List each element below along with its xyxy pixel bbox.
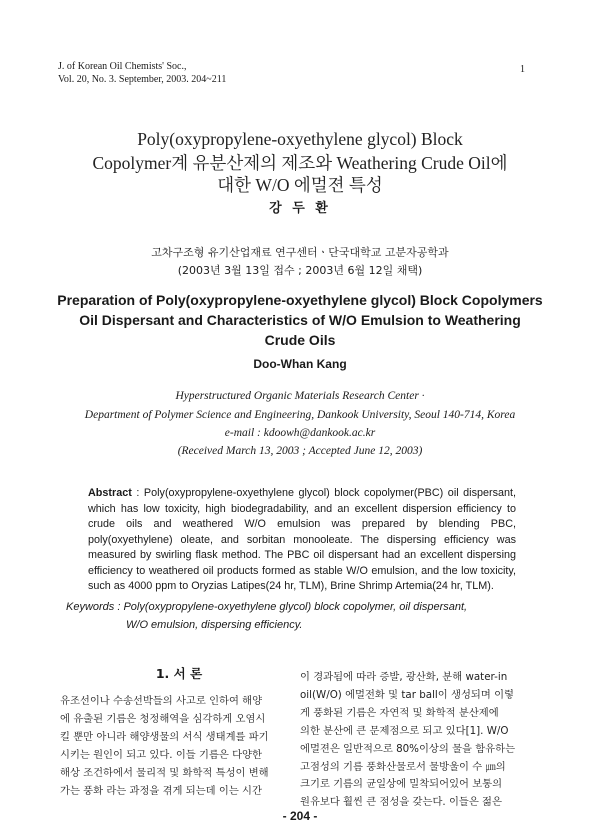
abstract-text: : Poly(oxypropylene-oxyethylene glycol) block copolymer(PBC) oil dispersant, which has low toxicity, high biodegradability, and an excellent dispersion efficiency to crude oils and weathered W/O emulsion was prepared by blending PBC, poly(oxyethylene) oleate, and sorbitan monooleate. The dispersing efficiency was measured by swirling flask method. The PBC oil dispersant had an excellent dispersing efficiency to weathered oil products formed as stable W/O emulsion, and the low toxicity, such as 4000 ppm to Oryzias Latipes(24 hr, TLM), Brine Shrimp Artemia(24 hr, TLM). (88, 487, 516, 592)
body-line: 고점성의 기름 풍화산물로서 물방울이 수 ㎛의 (300, 760, 506, 773)
received-dates: (Received March 13, 2003 ; Accepted June 12, 2003) (177, 445, 423, 457)
journal-line-2: Vol. 20, No. 3. September, 2003. 204~211 (58, 74, 227, 85)
title-en-line-3: Crude Oils (264, 332, 336, 348)
body-line: 이 경과됨에 따라 증발, 광산화, 분해 water-in (300, 671, 508, 683)
body-line: 유조선이나 수송선박들의 사고로 인하여 해양 (60, 695, 263, 707)
author-korean: 강 두 환 (269, 201, 331, 216)
title-en-line-1: Preparation of Poly(oxypropylene-oxyethylene glycol) Block Copolymers (57, 292, 543, 308)
journal-citation (58, 60, 226, 86)
keywords-line-1: Keywords : Poly(oxypropylene-oxyethylene glycol) block copolymer, oil dispersant, (66, 601, 468, 613)
body-line: 해상 조건하에서 물리적 및 화학적 특성이 변해 (60, 766, 269, 779)
author-english: Doo-Whan Kang (253, 357, 347, 371)
body-line: 시키는 원인이 되고 있다. 이들 기름은 다양한 (60, 748, 262, 761)
keywords-line-2: W/O emulsion, dispersing efficiency. (126, 619, 303, 631)
affiliation-ko-line-1: 고차구조형 유기산업재료 연구센터ㆍ단국대학교 고분자공학과 (151, 246, 449, 259)
body-column-right (300, 669, 538, 812)
body-line: 게 풍화된 기름은 자연적 및 화학적 분산제에 (300, 706, 499, 719)
title-en-line-2: Oil Dispersant and Characteristics of W/O Emulsion to Weathering (79, 312, 521, 328)
title-ko-line-3: 대한 W/O 에멀젼 특성 (217, 175, 383, 195)
body-line: 원유보다 훨씬 큰 점성을 갖는다. 이들은 젊은 (300, 796, 502, 809)
body-line: oil(W/O) 에멀전화 및 tar ball이 생성되며 이렇 (300, 688, 514, 701)
body-column-left (60, 693, 298, 800)
abstract-label: Abstract (88, 487, 132, 499)
title-ko-line-1: Poly(oxypropylene-oxyethylene glycol) Block (137, 129, 463, 149)
affiliation-en-line-1: Hyperstructured Organic Materials Research Center · (175, 390, 425, 402)
abstract (88, 486, 516, 595)
body-line: 가는 풍화 라는 과정을 겪게 되는데 이는 시간 (60, 784, 262, 797)
affiliation-ko-line-2: (2003년 3월 13일 접수 ; 2003년 6월 12일 채택) (177, 264, 423, 277)
body-line: 에 유출된 기름은 청정해역을 심각하게 오염시 (60, 712, 266, 725)
affiliation-email: e-mail : kdoowh@dankook.ac.kr (224, 427, 376, 439)
title-ko-line-2: Copolymer계 유분산제의 제조와 Weathering Crude Oil에 (92, 153, 508, 173)
body-line: 킬 뿐만 아니라 해양생물의 서식 생태계를 파기 (60, 730, 269, 743)
body-line: 의한 분산에 큰 문제점으로 되고 있다[1]. W/O (300, 724, 509, 737)
affiliation-en-line-2: Department of Polymer Science and Engineering, Dankook University, Seoul 140-714, Korea (84, 409, 516, 421)
body-line: 크기로 기름의 균일상에 밀착되어있어 보통의 (300, 778, 503, 791)
page-number-top: 1 (520, 64, 525, 75)
journal-line-1: J. of Korean Oil Chemists' Soc., (58, 61, 187, 72)
body-line: 에멀젼은 일반적으로 80%이상의 물을 함유하는 (300, 742, 516, 755)
footer-page-number: - 204 - (282, 809, 318, 823)
section-title: 1. 서 론 (155, 666, 203, 681)
